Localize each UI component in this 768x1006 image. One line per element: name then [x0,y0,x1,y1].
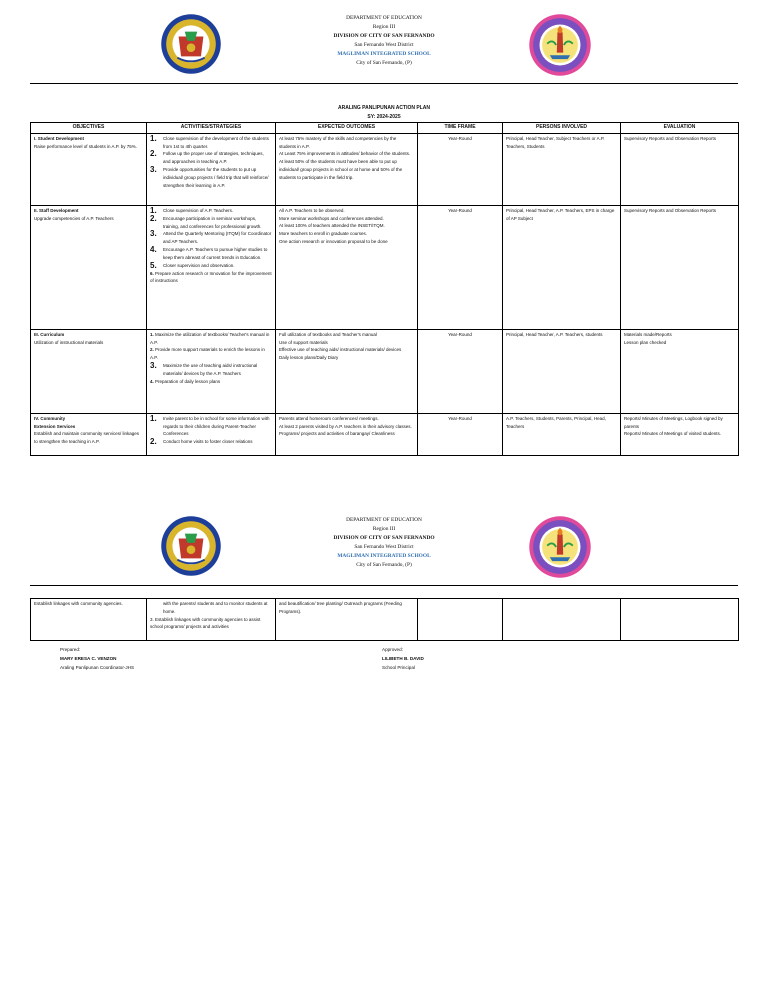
table-row [31,329,739,413]
time-frame-cell [418,599,503,641]
activity-item: 3. Attend the Quarterly Mentoring (ITQM) for Coordinator and AP Teachers. [150,229,272,245]
activity-item: 1. Close supervision of the development of the students from 1st to 4th quarter. [150,135,272,151]
prepared-title: Araling Panlipunan Coordinator-JHS [60,665,135,670]
outcomes-cell: Parents attend homeroom conferences/ meetings. At least 2 parents visited by A.P. teachers in their advisory classes. Programs/ projects and activities of barangay/ Cleanliness [276,413,418,455]
activities-cell [147,599,276,641]
page-1 [30,10,738,456]
objective-text: Establish and maintain community services/ linkages to strengthen the teaching in A.P. [34,431,140,445]
action-plan-table-continued [30,598,739,641]
persons-cell [503,599,621,641]
department-name: DEPARTMENT OF EDUCATION [346,517,422,523]
objective-title: IV. Community [34,415,66,421]
action-plan-table [30,122,739,456]
objective-text: Upgrade competencies of A.P. Teachers [34,215,114,221]
region-name: Region III [372,526,396,532]
persons-cell: Principal, Head Teacher, A.P. Teachers, EPS in charge of AP Subject [503,205,621,329]
header-divider [30,83,738,84]
school-year: SY: 2024-2025 [367,114,401,120]
page-2 [30,512,738,695]
evaluation-cell: Supervisory Reports and Observation Reports [621,133,739,205]
approved-name: LILIBETH B. DAVID [382,656,424,661]
activity-text: Follow up the proper use of strategies, techniques, and approaches in teaching A.P. [163,151,264,165]
activity-item [150,616,272,632]
col-header-outcomes: EXPECTED OUTCOMES [276,123,418,134]
activities-cell [147,133,276,205]
activity-text: Encourage A.P. Teachers to pursue higher studies to keep them abreast of current trends in Education. [163,246,268,260]
district-name: San Fernando West District [354,42,414,48]
activity-item [150,331,272,347]
activities-cell [147,205,276,329]
approved-by-block [382,645,424,672]
evaluation-cell: Supervisory Reports and Observation Reports [621,205,739,329]
plan-title-block [30,104,738,122]
activity-number: 3. [150,616,154,622]
city-name: City of San Fernando, (P) [356,60,412,66]
outcomes-cell: At least 75% mastery of the skills and competencies by the students in A.P. At Least 75% improvements in attitudes/ behavior of the students. At least 50% of the students must have been able to put up individual/ group projects in school or at home and 50% of the students to participate in the field trip. [276,133,418,205]
objective-cell [31,413,147,455]
activities-cell [147,413,276,455]
activity-item: 2. Follow up the proper use of strategies, techniques, and approaches in teaching A.P. [150,150,272,166]
table-header-row [31,123,739,134]
persons-cell: A.P. Teachers, Students, Parents, Principal, Head, Teachers [503,413,621,455]
activity-item: 2. Conduct home visits to foster closer relations [150,438,272,446]
prepared-by-block [60,645,134,672]
objective-cell [31,205,147,329]
activities-cell [147,329,276,413]
activity-text: Preparation of daily lesson plans [155,378,221,384]
outcomes-cell: and beautification/ tree planting/ Outreach programs (Feeding Programs). [276,599,418,641]
header-divider [30,585,738,586]
evaluation-cell: Materials made/Reports Lesson plan checked [621,329,739,413]
col-header-objectives: OBJECTIVES [31,123,147,134]
approved-label: Approved: [382,647,403,652]
time-frame-cell: Year-Round [418,205,503,329]
persons-cell: Principal, Head Teacher, A.P. Teachers, students [503,329,621,413]
activity-text: Conduct home visits to foster closer relations [163,439,253,445]
objective-title: I. Student Development [34,135,85,141]
letterhead-text [30,516,738,570]
letterhead [30,512,738,588]
time-frame-cell: Year-Round [418,413,503,455]
letterhead-text [30,14,738,68]
activity-item [150,346,272,362]
activity-item [150,378,272,386]
prepared-label: Prepared: [60,647,81,652]
activity-text: Close supervision of the development of the students from 1st to 4th quarter. [163,135,269,149]
objective-cell [31,329,147,413]
col-header-time-frame: TIME FRAME [418,123,503,134]
prepared-name: MARY ERESA C. VENZON [60,656,117,661]
activity-item: 4. Encourage A.P. Teachers to pursue higher studies to keep them abreast of current trends in Education. [150,246,272,262]
letterhead [30,10,738,86]
activity-text: Prepare action research or Innovation for the improvement of instructions [150,270,272,284]
objective-text: Raise performance level of students in A.P. by 75%. [34,143,137,149]
objective-cell: Establish linkages with community agencies. [31,599,147,641]
activity-text: Invite parent to be in school for some information with regards to their children during Parent-Teacher Conferences [163,415,270,437]
activity-item: 2. Encourage participation in seminar workshops, training, and conferences for professional growth. [150,215,272,231]
activity-item: 5. Closer supervision and observation. [150,262,272,270]
table-row [31,133,739,205]
activity-text: Maximize the use of teaching aids/ instructional materials/ devices by the A.P. Teachers [163,362,258,376]
activity-item: 3. Maximize the use of teaching aids/ instructional materials/ devices by the A.P. Teachers [150,362,272,378]
signatories [30,645,738,695]
persons-cell: Principal, Head Teacher, Subject Teachers or A.P. Teachers, Students [503,133,621,205]
activity-text: Provide more support materials to enrich the lessons in A.P. [150,347,265,361]
district-name: San Fernando West District [354,544,414,550]
activity-text: Provide opportunities for the students to put up individual/ group projects / field trip that will reinforce/ strengthen their learning in A.P. [163,166,269,188]
outcomes-cell: All A.P. Teachers to be observed. More seminar workshops and conferences attended. At least 100% of teachers attended the INSET/ITQM. More teachers to enroll in graduate courses. One action research or innovation proposal to be done [276,205,418,329]
department-name: DEPARTMENT OF EDUCATION [346,15,422,21]
activity-text: Establish linkages with community agencies to assist school programs/ projects and activities [150,616,261,630]
objective-title: II. Staff Development [34,207,79,213]
activity-number: 4. [150,378,154,384]
school-seal-icon [528,13,592,77]
activity-item [150,270,272,286]
activity-text: with the parents/ students and to monitor students at home. [163,601,268,614]
objective-text: Utilization of instructional materials [34,339,104,345]
activity-text: Encourage participation in seminar workshops, training, and conferences for professional growth. [163,215,262,229]
activity-text: Close supervision of A.P. Teachers. [163,207,234,213]
activity-text: Maximize the utilization of textbooks/ Teacher's manual in A.P. [150,331,270,345]
school-name: MAGLIMAN INTEGRATED SCHOOL [337,51,431,57]
activity-text: Attend the Quarterly Mentoring (ITQM) for Coordinator and AP Teachers. [163,231,272,245]
city-name: City of San Fernando, (P) [356,562,412,568]
col-header-persons: PERSONS INVOLVED [503,123,621,134]
table-row [31,205,739,329]
evaluation-cell [621,599,739,641]
col-header-activities: ACTIVITIES/STRATEGIES [147,123,276,134]
school-seal-icon [528,515,592,579]
approved-title: School Principal [382,665,415,670]
objective-cell [31,133,147,205]
activity-item: 1. Close supervision of A.P. Teachers. [150,207,272,215]
activity-item: 1. Invite parent to be in school for some information with regards to their children during Parent-Teacher Conferences [150,415,272,438]
activity-number: 1. [150,331,154,337]
division-name: DIVISION OF CITY OF SAN FERNANDO [333,535,435,541]
plan-title: ARALING PANLIPUNAN ACTION PLAN [338,105,430,111]
time-frame-cell: Year-Round [418,329,503,413]
objective-subtitle: Extension Services [34,423,76,429]
table-row [31,413,739,455]
table-row [31,599,739,641]
division-name: DIVISION OF CITY OF SAN FERNANDO [333,33,435,39]
activity-number: 6. [150,270,154,276]
outcomes-cell: Full utilization of textbooks and Teacher's manual Use of support materials Effective use of teaching aids/ instructional materials/ devices Daily lesson plans/Daily Diary [276,329,418,413]
objective-title: III. Curriculum [34,331,65,337]
evaluation-cell: Reports/ Minutes of Meetings, Logbook signed by parents Reports/ Minutes of Meetings of visited students. [621,413,739,455]
school-name: MAGLIMAN INTEGRATED SCHOOL [337,553,431,559]
col-header-evaluation: EVALUATION [621,123,739,134]
region-name: Region III [372,24,396,30]
activity-number: 2. [150,347,154,353]
activity-text: Closer supervision and observation. [163,262,235,268]
activity-item: 3. Provide opportunities for the students to put up individual/ group projects / field trip that will reinforce/ strengthen their learning in A.P. [150,166,272,189]
time-frame-cell: Year-Round [418,133,503,205]
